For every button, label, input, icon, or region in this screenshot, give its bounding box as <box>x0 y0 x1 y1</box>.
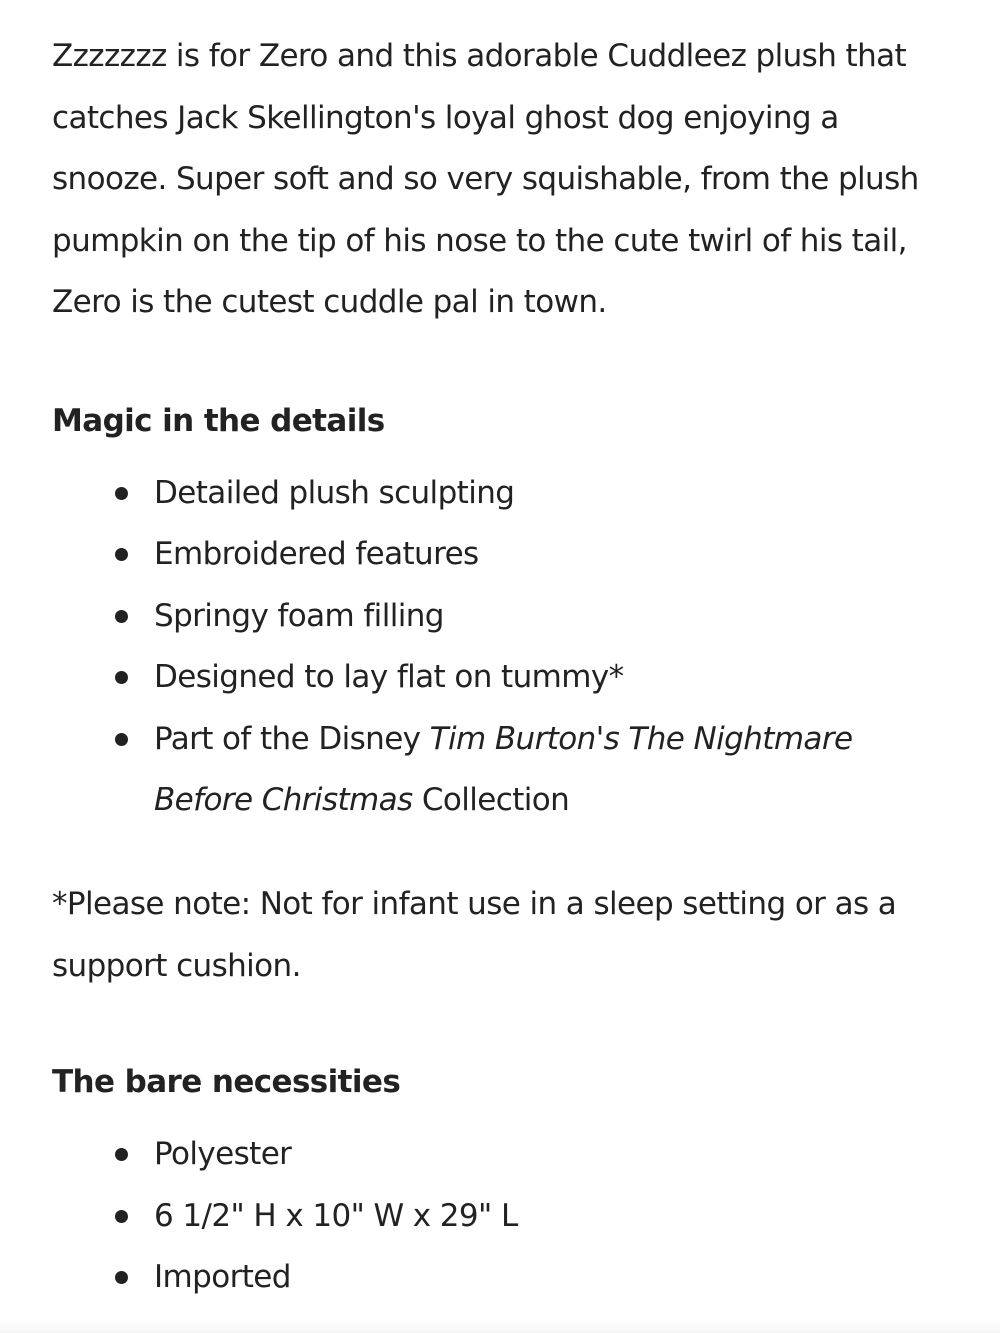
bullet-icon <box>115 1210 128 1223</box>
list-item-text: Polyester <box>154 1136 292 1173</box>
magic-details-list <box>52 463 952 832</box>
bullet-icon <box>115 548 128 561</box>
list-item <box>52 524 952 586</box>
list-item <box>52 647 952 709</box>
list-item-collection <box>52 709 874 832</box>
bullet-icon <box>115 1148 128 1161</box>
list-item-text: Embroidered features <box>154 536 479 573</box>
magic-in-the-details-heading: Magic in the details <box>52 402 385 439</box>
bullet-icon <box>115 487 128 500</box>
please-note-paragraph: *Please note: Not for infant use in a sleep setting or as a support cushion. <box>52 885 897 984</box>
list-item-text: Designed to lay flat on tummy* <box>154 659 624 696</box>
bullet-icon <box>115 671 128 684</box>
list-item-text: Imported <box>154 1259 291 1296</box>
collection-suffix: Collection <box>412 782 570 819</box>
product-description <box>52 26 952 1309</box>
list-item-text: 6 1/2" H x 10" W x 29" L <box>154 1197 518 1234</box>
bullet-icon <box>115 733 128 746</box>
list-item <box>52 1247 952 1309</box>
collection-prefix: Part of the Disney <box>154 720 430 757</box>
list-item <box>52 586 952 648</box>
bullet-icon <box>115 610 128 623</box>
collection-title: Tim Burton's The Nightmare Before Christmas <box>154 720 853 819</box>
bare-necessities-heading: The bare necessities <box>52 1064 401 1101</box>
bullet-icon <box>115 1271 128 1284</box>
intro-paragraph: Zzzzzzz is for Zero and this adorable Cuddleez plush that catches Jack Skellington's loyal ghost dog enjoying a snooze. Super soft and so very squishable, from the plush pumpkin on the tip of his nose to the cute twirl of his tail, Zero is the cutest cuddle pal in town. <box>52 38 919 321</box>
list-item <box>52 1124 952 1186</box>
list-item-text: Springy foam filling <box>154 597 444 634</box>
bottom-edge-shadow <box>0 1319 1000 1333</box>
list-item <box>52 463 952 525</box>
bare-necessities-list <box>52 1124 952 1309</box>
list-item-text: Detailed plush sculpting <box>154 474 515 511</box>
list-item <box>52 1186 952 1248</box>
